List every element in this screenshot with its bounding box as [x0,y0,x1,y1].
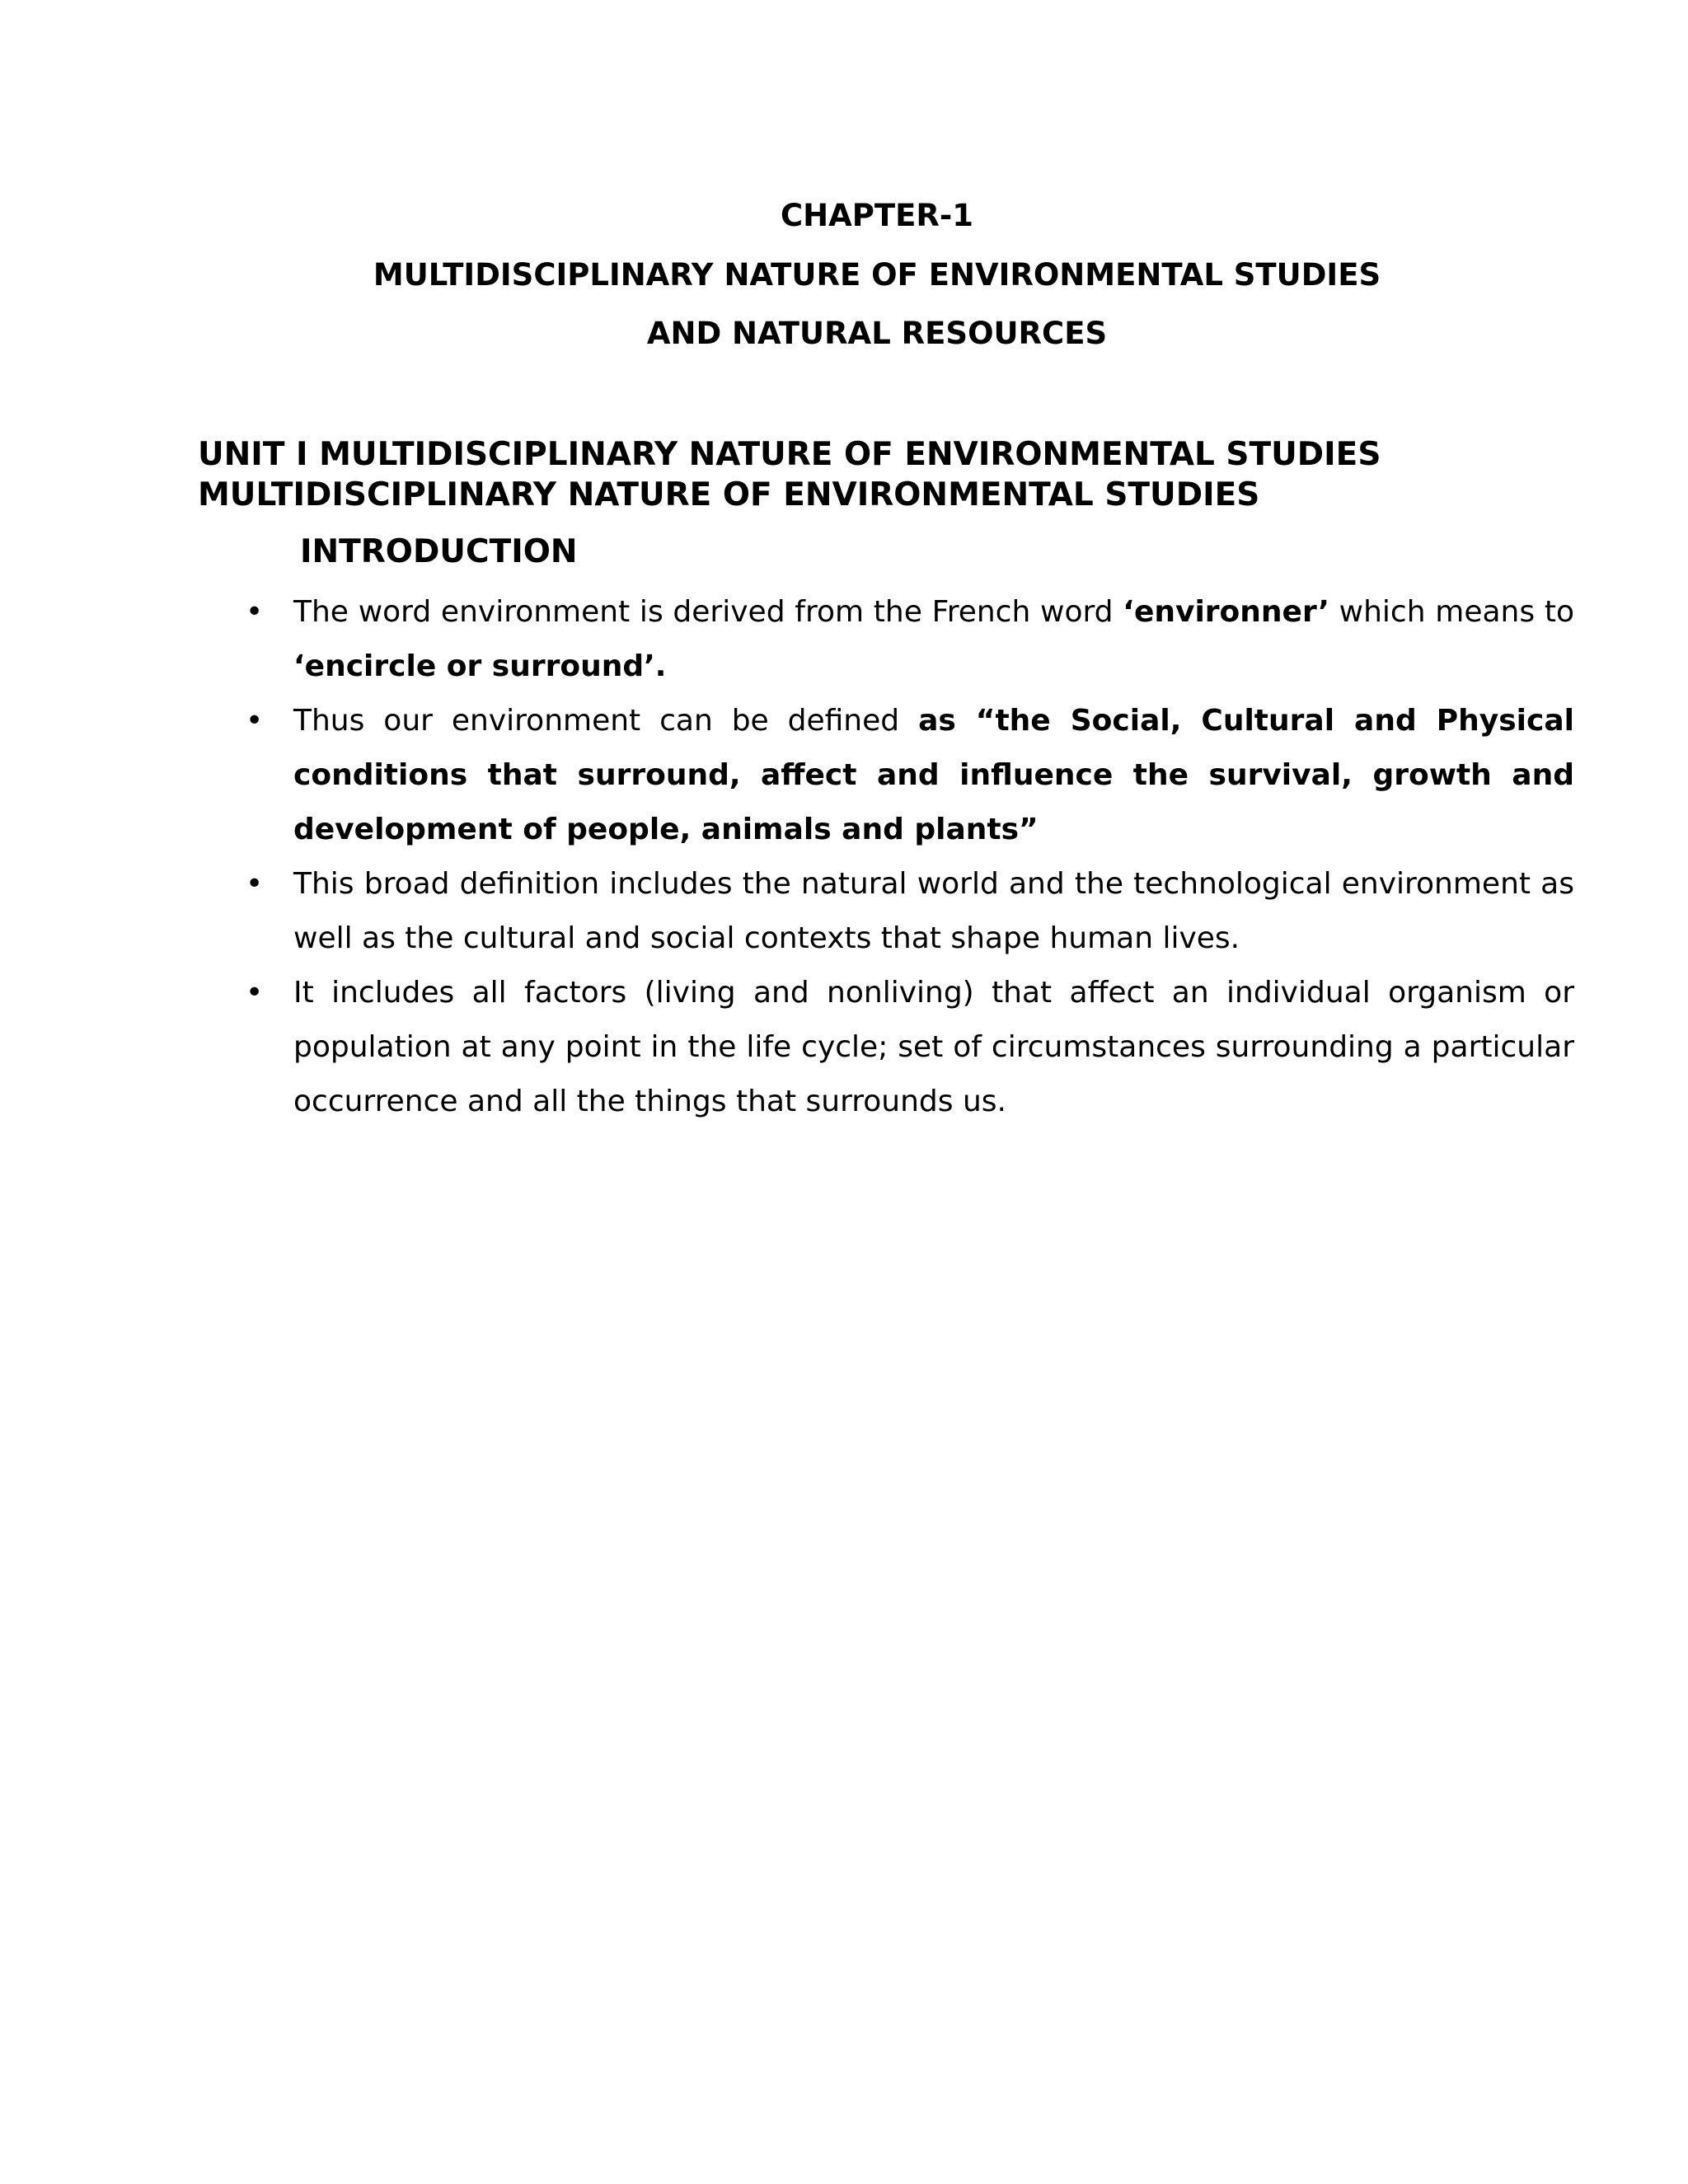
bullet-text: The word environment is derived from the French word [293,595,1123,629]
bullet-bold-definition: as “the Social, Cultural and Physical conditions that surround, affect and influence the survival, growth and development of people, animals and plants” [293,704,1574,846]
bullet-marker: • [246,867,264,901]
chapter-number-heading: CHAPTER-1 [781,198,973,233]
unit-heading-line-1: UNIT I MULTIDISCIPLINARY NATURE OF ENVIRONMENTAL STUDIES [198,436,1381,473]
bullet-bold-term: ‘encircle or surround’. [293,649,667,683]
bullet-text: It includes all factors (living and nonliving) that affect an individual organism or population at any point in the life cycle; set of circumstances surrounding a particular occurrence and all the things that surrounds us. [293,976,1574,1118]
bullet-item-etymology [239,585,1574,694]
bullet-marker: • [246,976,264,1010]
bullet-text: Thus our environment can be defined [293,704,919,738]
bullet-item-factors [239,966,1574,1129]
unit-heading-line-2: MULTIDISCIPLINARY NATURE OF ENVIRONMENTAL STUDIES [198,476,1260,513]
chapter-title-line-2: AND NATURAL RESOURCES [646,316,1108,351]
bullet-bold-term: ‘environner’ [1123,595,1329,629]
bullet-text: which means to [1329,595,1574,629]
chapter-title-line-1: MULTIDISCIPLINARY NATURE OF ENVIRONMENTAL STUDIES [373,257,1381,293]
bullet-marker: • [246,704,264,738]
bullet-text: This broad definition includes the natural world and the technological environment as well as the cultural and social contexts that shape human lives. [293,867,1574,955]
introduction-heading: INTRODUCTION [300,533,578,570]
bullet-item-definition [239,694,1574,857]
bullet-marker: • [246,595,264,629]
introduction-bullet-list [239,585,1574,1129]
bullet-item-broad-definition [239,857,1574,966]
